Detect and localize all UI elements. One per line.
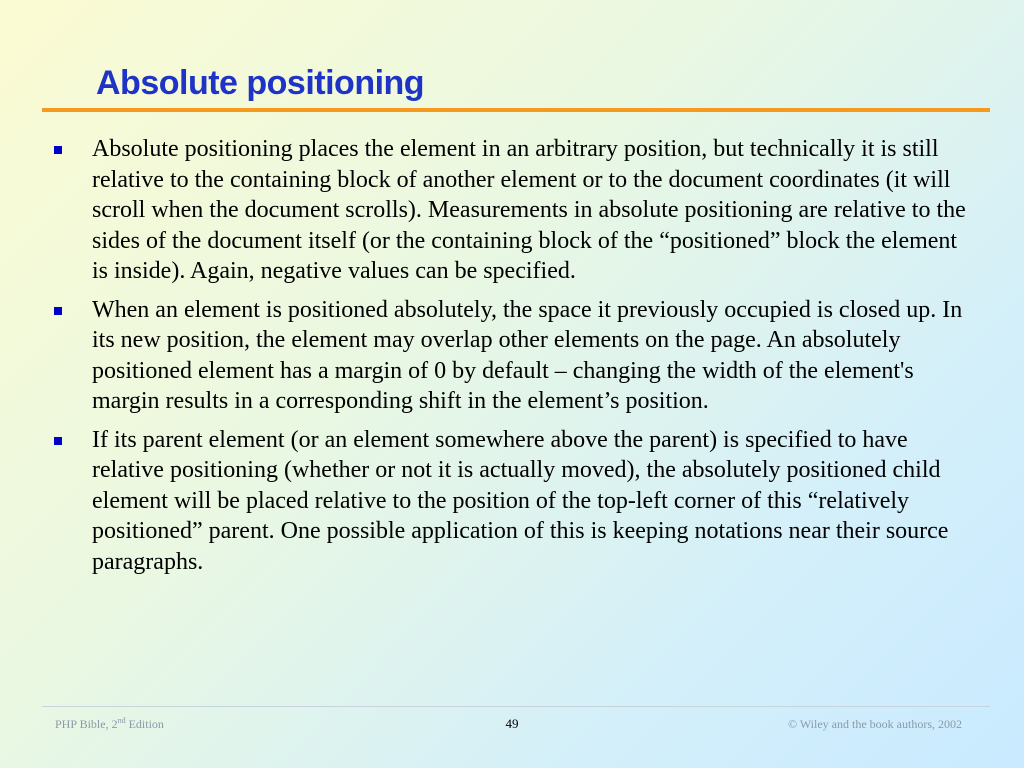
square-bullet-icon [54, 307, 62, 315]
bullet-text: When an element is positioned absolutely, the space it previously occupied is closed up. In its new position, the element may overlap other elements on the page. An absolutely positioned element has a margin of 0 by default – changing the width of the element's margin results in a corresponding shift in the element’s position. [92, 296, 963, 414]
bullet-item [46, 295, 976, 417]
bullet-text: Absolute positioning places the element in an arbitrary position, but technically it is still relative to the containing block of another element or to the document coordinates (it will scroll when the document scrolls). Measurements in absolute positioning are relative to the sides of the document itself (or the containing block of the “positioned” block the element is inside). Again, negative values can be specified. [92, 136, 966, 284]
square-bullet-icon [54, 437, 62, 445]
footer-book-title-ordinal: nd [117, 716, 126, 725]
slide-title: Absolute positioning [96, 64, 425, 102]
title-underline [42, 108, 990, 112]
footer-divider [42, 706, 990, 707]
footer-book-title-suffix: Edition [125, 717, 164, 731]
footer-book-title-prefix: PHP Bible, 2 [55, 717, 118, 731]
footer-copyright: © Wiley and the book authors, 2002 [787, 717, 962, 731]
bullet-item [46, 134, 976, 287]
bullet-item [46, 425, 976, 578]
bullet-text: If its parent element (or an element somewhere above the parent) is specified to have relative positioning (whether or not it is actually moved), the absolutely positioned child element will be placed relative to the position of the top-left corner of this “relatively positioned” parent. One possible application of this is keeping notations near their source paragraphs. [92, 426, 949, 575]
bullet-list [46, 134, 976, 585]
page-number: 49 [505, 716, 519, 731]
square-bullet-icon [54, 146, 62, 154]
